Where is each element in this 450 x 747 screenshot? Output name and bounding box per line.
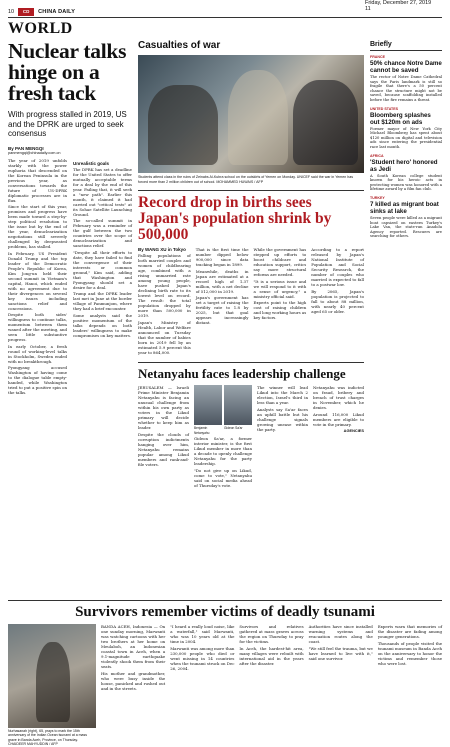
paragraph: The year of 2019 unfolds starkly with the power euphoria that descended on the Korean Peninsula in the previous year, as conversations towards the future of US-DPRK diplomatic processes are in flux. [8, 157, 67, 203]
paragraph: His mother and grandmother, who were busy inside the house, panicked and rushed out and in the streets. [101, 670, 166, 691]
brief-title: Bloomberg splashes out $120m on ads [370, 111, 431, 126]
photo-credit: CHAIDEER MAHYUDDIN / AFP [8, 741, 58, 746]
lead-headline: Nuclear talks hinge on a fresh tack [8, 39, 127, 105]
photo-credit: MOHAMMED HUWAIS / AFP [216, 179, 264, 184]
briefly-rail [370, 36, 442, 239]
brief-item [370, 55, 442, 103]
brief-text: Seven people were killed as a migrant boat capsized on eastern Turkey's Lake Van, the state-run Anadolu Agency reported. Rescuers are searching for others. [370, 215, 442, 239]
page-header [8, 0, 442, 18]
paragraph: Around 116,000 Likud members are eligible to vote in the primary. [313, 411, 364, 427]
netanyahu-column-3 [257, 385, 308, 489]
briefly-heading: Briefly [370, 41, 442, 51]
paragraph: Experts point to the high cost of raising children and long working hours as key factors. [253, 300, 307, 320]
mass-grave-photo [8, 624, 96, 728]
paragraph: In early October, a fresh round of working-level talks in Stockholm, Sweden ended with no breakthrough. [8, 343, 67, 364]
netanyahu-story [138, 362, 364, 489]
paragraph: The so-called summit in February was a reminder of the gulf between the two countries over the scope of denuclearization and sanctions relief. [73, 218, 132, 248]
lead-subhead: Unrealistic goals [73, 160, 110, 166]
paragraph: Experts warn that memories of the disaster are fading among younger generations. [377, 624, 443, 639]
paragraph: Survivors and relatives gathered at mass graves across the region on Thursday to pray for the victims. [239, 624, 304, 644]
paragraph: BANDA ACEH, Indonesia — On one sunday morning, Marwanti was watching cartoons with her two brothers at her home on Meulaboh, an Indonesian coastal town in Aceh, when a 9.1-magnitude earthquake violently shook them from their seats. [101, 624, 166, 669]
japan-column-1 [138, 247, 191, 356]
lead-column-2 [73, 158, 132, 397]
netanyahu-photos [194, 385, 252, 436]
japan-column-3 [254, 247, 307, 356]
paragraph: Since the start of this year, promises and progress have been made toward a step-by-step political resolution to the issue but by the end of the year, denuclearization negotiations still severely challenged by deepseated problems, has stalled. [8, 204, 67, 249]
issue-date: Friday, December 27, 2019 [365, 0, 432, 6]
paragraph: Meanwhile, deaths in Japan are estimated at a record high of 1.37 million, with a net decline of 512,000 in 2019. [195, 268, 249, 294]
tsunami-column-2 [170, 624, 234, 746]
paragraph: Japan's Ministry of Health, Labor and Welfare announced on Tuesday that the number of babies born in 2019 fell by an estimated 5.9 percent this year to 864,000. [138, 319, 191, 355]
publication-name: CHINA DAILY [38, 8, 76, 15]
netanyahu-column-4 [313, 385, 364, 489]
netanyahu-column-1 [138, 385, 189, 489]
caption-text: Nurhasanah (right), 65, prays to mark the 15th anniversary of the Indian Ocean tsunami at a mass grave in Banda Aceh, Province, on Thursday. [8, 729, 87, 742]
casualties-caption [138, 175, 364, 184]
japan-births-story [138, 190, 364, 356]
casualties-heading: Casualties of war [138, 40, 221, 51]
portrait-caption: Gideon Sa'ar [224, 426, 243, 430]
paragraph: Netanyahu was indicted on fraud, bribery and breach of trust charges in November, which he denies. [313, 385, 364, 410]
tsunami-headline: Survivors remember victims of deadly tsunami [75, 604, 375, 620]
paragraph: That is the first time the number dipped below 900,000 since data tracking began in 1899. [195, 247, 249, 267]
japan-byline: By WANG XU in Tokyo [138, 247, 186, 252]
brief-item [370, 154, 442, 192]
brief-title: 50% chance Notre Dame cannot be saved [370, 60, 442, 74]
netanyahu-credit: AGENCIES [343, 428, 364, 433]
lead-story [8, 36, 132, 397]
brief-title: 'Student hero' honored as Jedi [370, 158, 438, 173]
lead-deck: With progress stalled in 2019, US and the DPRK are urged to seek consensus [8, 110, 127, 138]
paragraph: In February, US President Donald Trump and the top leader of the Democratic People's Republic of Korea, Kim Jong-un held their second summit in Vietnam's capital, Hanoi, which ended with no agreement due to their divergences on several key issues including sanctions relief and concessions. [8, 250, 67, 311]
paragraph: JERUSALEM — Israeli Prime Minister Benjamin Netanyahu is facing an unusual challenge from within his own party as voters in the Likud primary will decide whether to keep him as leader. [138, 385, 189, 430]
paragraph: While the government has stepped up efforts to boost childcare and education support, critics say more structural reforms are needed. [253, 247, 307, 277]
brief-location: AFRICA [370, 153, 384, 158]
paragraph: Marwanti was among more than 230,000 people who died or went missing in 14 countries when the tsunami struck on Dec 26, 2004. [170, 645, 235, 671]
paragraph: "Do not give up on Likud, come to vote," Netanyahu said on social media ahead of Thursday's vote. [194, 467, 252, 488]
paragraph: Some analysts said the positive momentum of the talks depends on both leaders' willingness to make compromises on key matters. [73, 312, 132, 338]
paragraph: Despite the clouds of corruption indictments hanging over him, Netanyahu remains popular among Likud members and rank-and-file voters. [138, 431, 189, 467]
tsunami-story [8, 600, 442, 746]
paragraph: In Aceh, the hardest-hit area, many villages were rebuilt with international aid in the years after the disaster. [239, 645, 304, 666]
paragraph: Pyongyang accused Washington of having come to the dialogue table empty-handed, while Washington tried to put a positive spin on the talks. [8, 365, 67, 395]
tsunami-column-1 [101, 624, 165, 746]
tsunami-caption [8, 729, 96, 746]
netanyahu-headline: Netanyahu faces leadership challenge [138, 366, 346, 381]
paragraph: Despite both sides' willingness to continue talks, momentum between them waned after the meeting, and seen little substantive progress. [8, 312, 67, 342]
portrait-caption: Benjamin Netanyahu [194, 426, 210, 435]
paragraph: "Despite all their efforts to date, they have failed to find the convergence of their interests or common ground," Kim said, adding that Washington and Pyongyang should set a desire for a deal. [73, 249, 132, 290]
brief-title: 7 killed as migrant boat sinks at lake [370, 200, 439, 215]
middle-column [138, 36, 364, 489]
lead-column-1 [8, 158, 67, 397]
paragraph: Authorities have since installed warning systems and evacuation routes along the coast. [308, 624, 373, 644]
page-number-right: 11 [365, 6, 371, 12]
lead-byline: By PAN MENGQI [8, 145, 44, 151]
paragraph: Analysts say Sa'ar faces an uphill battle but his challenge signals growing unease within the party. [257, 406, 308, 432]
china-daily-logo-icon: CD [18, 8, 34, 16]
netanyahu-column-2 [194, 385, 252, 489]
japan-headline: Record drop in births sees Japan's population shrink by 500,000 [138, 194, 332, 243]
paragraph: By 2065, Japan's population is projected to fall to about 88 million, with nearly 40 percent aged 65 or older. [311, 288, 364, 314]
paragraph: "It is a serious issue and we will respond to it with a sense of urgency," a ministry official said. [253, 278, 307, 299]
page-number-left: 10 [8, 8, 15, 15]
section-title: WORLD [8, 20, 73, 37]
saar-portrait [224, 385, 252, 425]
brief-location: FRANCE [370, 55, 385, 59]
tsunami-column-5 [378, 624, 442, 746]
tsunami-column-3 [239, 624, 303, 746]
caption-text: Students attend class in the ruins of Zeinabs Al-Kubra school on the outskirts of Yemen on Monday. UNICEF said the war in Yemen has forced more than 2 million children out of school. [138, 175, 354, 184]
brief-item [370, 196, 442, 239]
paragraph: The DPRK has set a deadline for the United States to offer mutually acceptable terms for a deal by the end of this year. Failing that, it will seek a "new path". Earlier this month, it claimed it had carried out "critical tests" at its Sohae Satellite Launching Ground. [73, 166, 132, 217]
paragraph: The winner will lead Likud into the March 2 election, Israel's third in less than a year. [257, 385, 308, 405]
brief-text: The rector of Notre Dame Cathedral says the Paris landmark is still so fragile that there's a 50 percent chance the structure might not be saved, because scaffolding installed before the fire remains a threat. [370, 75, 442, 102]
japan-column-4 [311, 247, 364, 356]
paragraph: Falling populations of both married couples and women of childbearing age, combined with a rising unmarried rate among young people, have pushed Japan's declining birth rate to its lowest level on record. The result: the total population dropped by more than 500,000 in 2019. [138, 253, 191, 318]
paragraph: Japan's government has set a target of raising the fertility rate to 1.8 by 2025, but that goal appears increasingly distant. [195, 295, 249, 325]
brief-item [370, 107, 442, 150]
brief-location: UNITED STATES [370, 106, 399, 111]
lead-byline-email: panmengqi@chinadaily.com.cn [8, 150, 61, 155]
paragraph: Thousands of people visited the tsunami museum in Banda Aceh on the anniversary to honor the victims and remember those who were lost. [377, 640, 443, 666]
paragraph: Gideon Sa'ar, a former interior minister, is the first Likud member in more than a decade to openly challenge Netanyahu for the party leadership. [194, 436, 252, 466]
tsunami-column-4 [309, 624, 373, 746]
paragraph: According to a report released by Japan's National Institute of Population and Social Security Research, the number of couples who married is expected to fall to a postwar low. [311, 247, 364, 287]
paragraph: "I heard a really loud noise, like a waterfall," said Marwanti, who was 10 years old at the time in 2004. [170, 624, 235, 644]
classroom-ruins-photo [138, 55, 364, 173]
paragraph: "We still feel the trauma, but we have learned to live with it," said one survivor. [308, 645, 373, 661]
brief-text: A South Korean college student known for his heroic acts in protecting women was honored with a lifetime award by a film fan club. [370, 173, 442, 192]
brief-text: Former mayor of New York City Michael Bloomberg has spent about $120 million on digital and television ads since entering the presidential race last month. [370, 126, 442, 149]
netanyahu-portrait [194, 385, 222, 425]
japan-column-2 [196, 247, 249, 356]
paragraph: Trump and the DPRK leader last met in June at the border village of Panmunjom, where they had a brief encounter. [73, 291, 132, 311]
brief-location: TURKEY [370, 195, 385, 200]
